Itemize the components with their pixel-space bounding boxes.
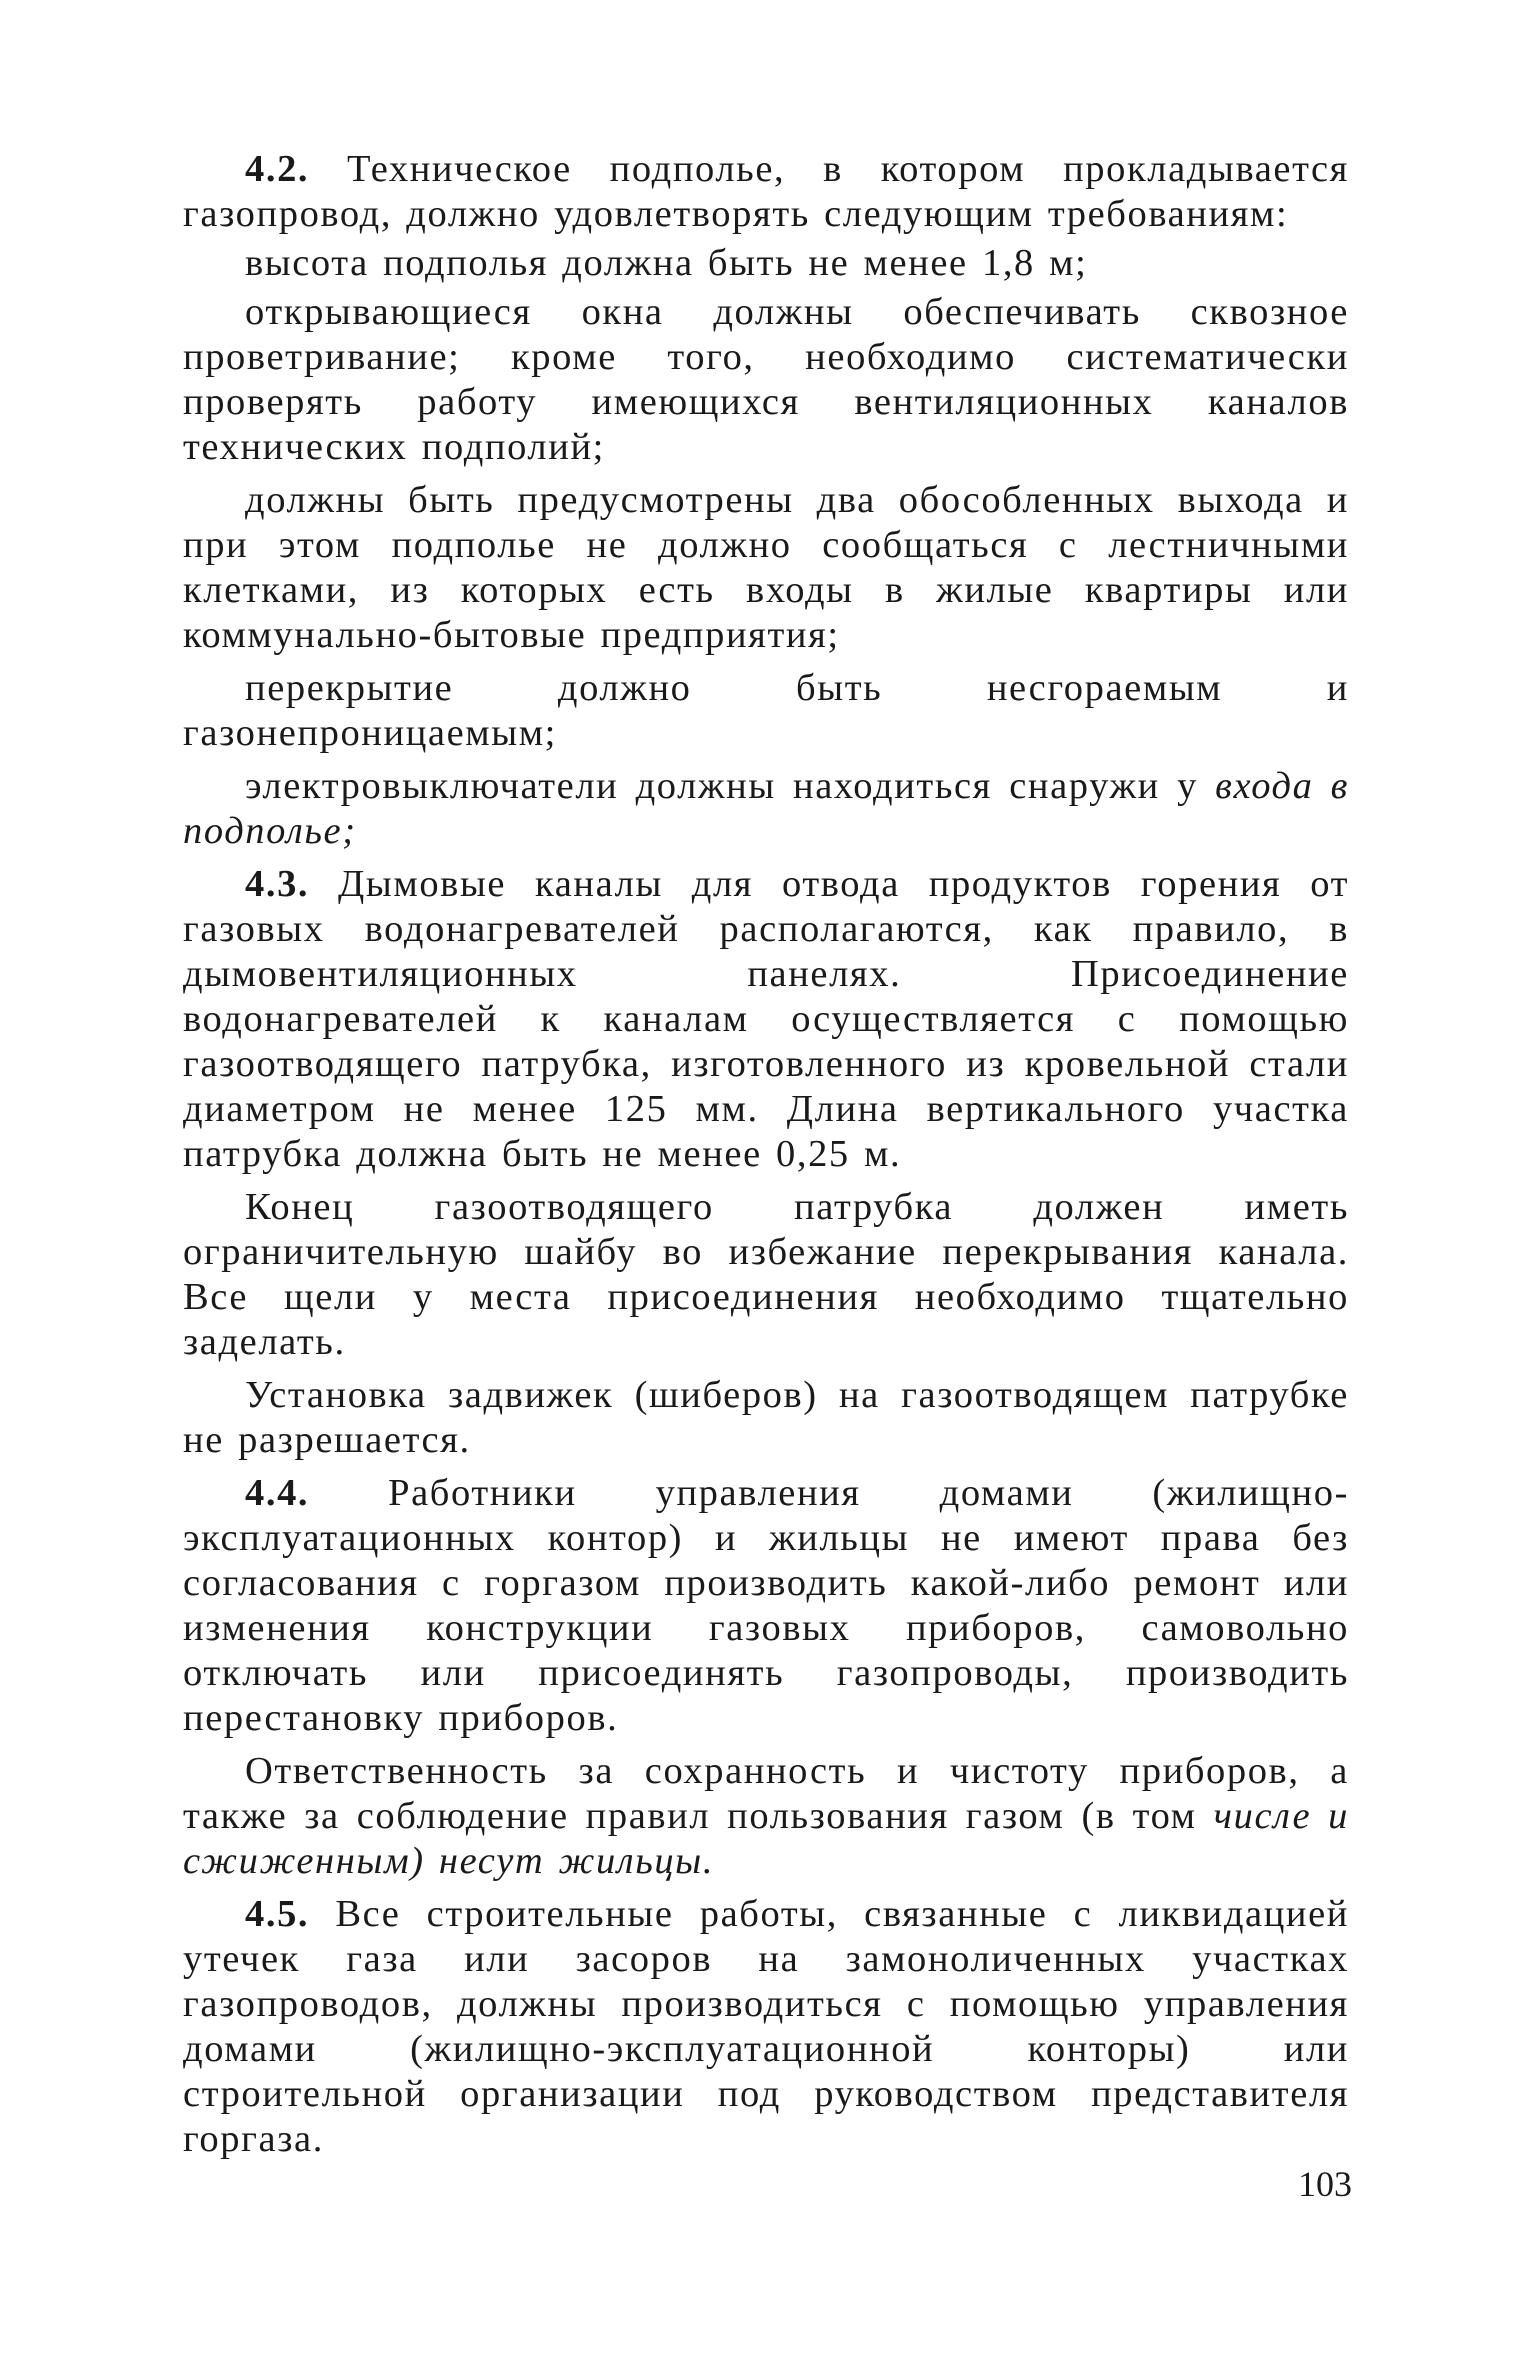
paragraph-responsibility (183, 1749, 1349, 1884)
list-item-height (183, 241, 1349, 286)
paragraph-text: Дымовые каналы для отвода продуктов горения от газовых водонагревателей располагаются, как правило, в дымовентиляционных панелях. Присоединение водонагревателей к каналам осуществляется с помощью газоотводящего патрубка, изготовленного из кровельной стали диаметром не менее 125 мм. Длина вертикального участка патрубка должна быть не менее 0,25 м. (183, 863, 1349, 1175)
paragraph-text: высота подполья должна быть не менее 1,8 м; (245, 242, 1088, 284)
paragraph-text: Конец газоотводящего патрубка должен иметь ограничительную шайбу во избежание перекрывания канала. Все щели у места присоединения необходимо тщательно заделать. (183, 1186, 1349, 1363)
paragraph-text: должны быть предусмотрены два обособленных выхода и при этом подполье не должно сообщаться с лестничными клетками, из которых есть входы в жилые квартиры или коммунально-бытовые предприятия; (183, 479, 1349, 656)
body-text (183, 147, 1349, 2170)
paragraph-text: Работники управления домами (жилищно-эксплуатационных контор) и жильцы не имеют права без согласования с горгазом производить какой-либо ремонт или изменения конструкции газовых приборов, самовольно отключать или присоединять газопроводы, производить перестановку приборов. (183, 1472, 1349, 1739)
section-number: 4.3. (245, 863, 310, 905)
paragraph-italic-text: входа в подполье; (183, 765, 1349, 852)
paragraph-text: Ответственность за сохранность и чистоту приборов, а также за соблюдение правил пользования газом (в том (183, 1750, 1349, 1837)
paragraph-text: Установка задвижек (шиберов) на газоотводящем патрубке не разрешается. (183, 1374, 1349, 1461)
section-number: 4.2. (245, 148, 310, 190)
list-item-switches (183, 764, 1349, 854)
paragraph-pipe-end (183, 1185, 1349, 1365)
paragraph-italic-text: числе и сжиженным) несут жильцы. (183, 1795, 1349, 1882)
paragraph-text: Техническое подполье, в котором прокладывается газопровод, должно удовлетворять следующим требованиям: (183, 148, 1349, 235)
section-number: 4.5. (245, 1893, 310, 1935)
list-item-exits (183, 478, 1349, 658)
paragraph-dampers (183, 1373, 1349, 1463)
paragraph-4-2 (183, 147, 1349, 237)
paragraph-text: открывающиеся окна должны обеспечивать сквозное проветривание; кроме того, необходимо систематически проверять работу имеющихся вентиляционных каналов технических подполий; (183, 291, 1349, 468)
list-item-ceiling (183, 666, 1349, 756)
paragraph-4-3 (183, 862, 1349, 1177)
paragraph-text: перекрытие должно быть несгораемым и газонепроницаемым; (183, 667, 1349, 754)
list-item-windows (183, 290, 1349, 470)
paragraph-4-5 (183, 1892, 1349, 2162)
section-number: 4.4. (245, 1472, 310, 1514)
page-number: 103 (1298, 2164, 1352, 2204)
paragraph-text: Все строительные работы, связанные с ликвидацией утечек газа или засоров на замоноличенных участках газопроводов, должны производиться с помощью управления домами (жилищно-эксплуатационной конторы) или строительной организации под руководством представителя горгаза. (183, 1893, 1349, 2160)
paragraph-4-4 (183, 1471, 1349, 1741)
paragraph-text: электровыключатели должны находиться снаружи у (245, 765, 1216, 807)
